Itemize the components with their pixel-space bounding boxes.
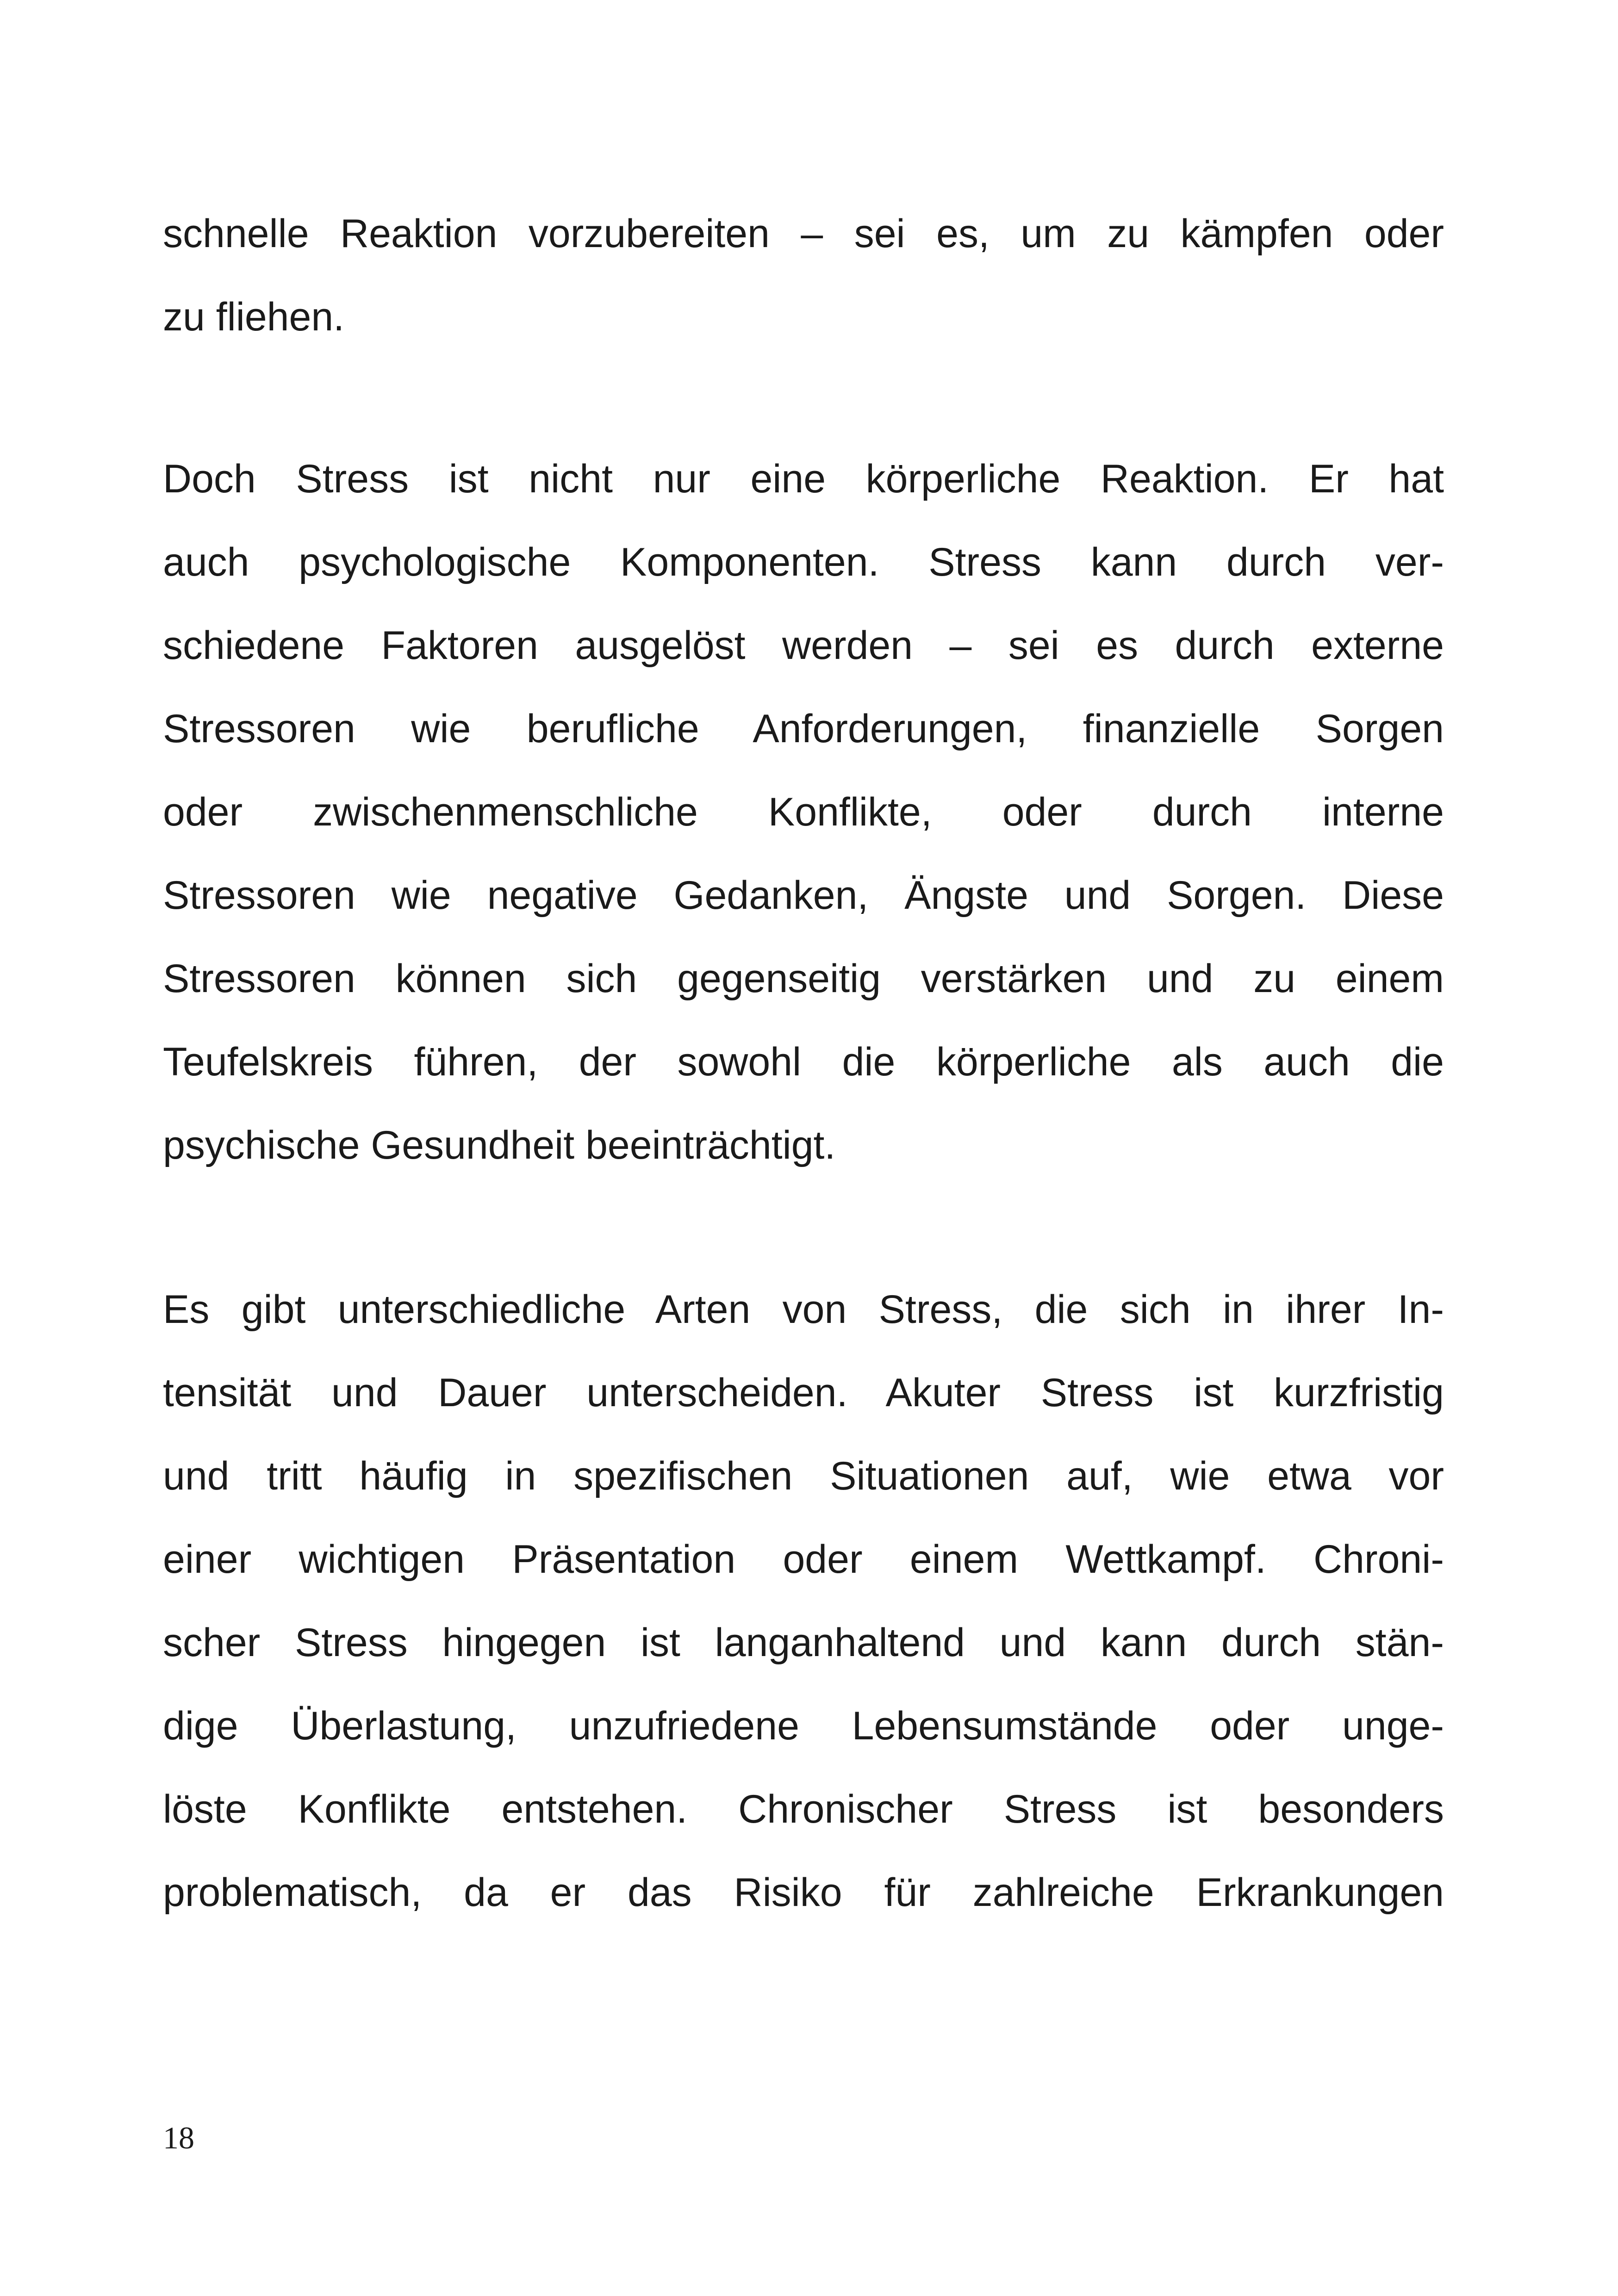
text-line: Stressoren wie berufliche Anforderungen, finanzielle Sorgen [163, 707, 1444, 751]
text-line: Es gibt unterschiedliche Arten von Stress, die sich in ihrer In- [163, 1287, 1444, 1332]
text-line: auch psychologische Komponenten. Stress kann durch ver- [163, 540, 1444, 584]
text-line: Stressoren können sich gegenseitig verstärken und zu einem [163, 956, 1444, 1001]
text-line: einer wichtigen Präsentation oder einem Wettkampf. Chroni- [163, 1537, 1444, 1582]
text-line: löste Konflikte entstehen. Chronischer Stress ist besonders [163, 1787, 1444, 1831]
text-line: problematisch, da er das Risiko für zahlreiche Erkrankungen [163, 1870, 1444, 1915]
text-line: Teufelskreis führen, der sowohl die körperliche als auch die [163, 1040, 1444, 1084]
text-line: scher Stress hingegen ist langanhaltend und kann durch stän- [163, 1620, 1444, 1665]
text-line: psychische Gesundheit beeinträchtigt. [163, 1123, 836, 1167]
text-line: dige Überlastung, unzufriedene Lebensumstände oder unge- [163, 1704, 1444, 1748]
text-line: schiedene Faktoren ausgelöst werden – sei es durch externe [163, 623, 1444, 668]
page-number: 18 [163, 2120, 194, 2155]
text-line: und tritt häufig in spezifischen Situationen auf, wie etwa vor [163, 1454, 1444, 1498]
text-line: Doch Stress ist nicht nur eine körperliche Reaktion. Er hat [163, 457, 1444, 501]
text-line: zu fliehen. [163, 295, 345, 339]
text-line: oder zwischenmenschliche Konflikte, oder durch interne [163, 790, 1444, 834]
text-line: tensität und Dauer unterscheiden. Akuter Stress ist kurzfristig [163, 1371, 1444, 1415]
text-line: schnelle Reaktion vorzubereiten – sei es, um zu kämpfen oder [163, 211, 1444, 256]
text-line: Stressoren wie negative Gedanken, Ängste und Sorgen. Diese [163, 873, 1444, 918]
